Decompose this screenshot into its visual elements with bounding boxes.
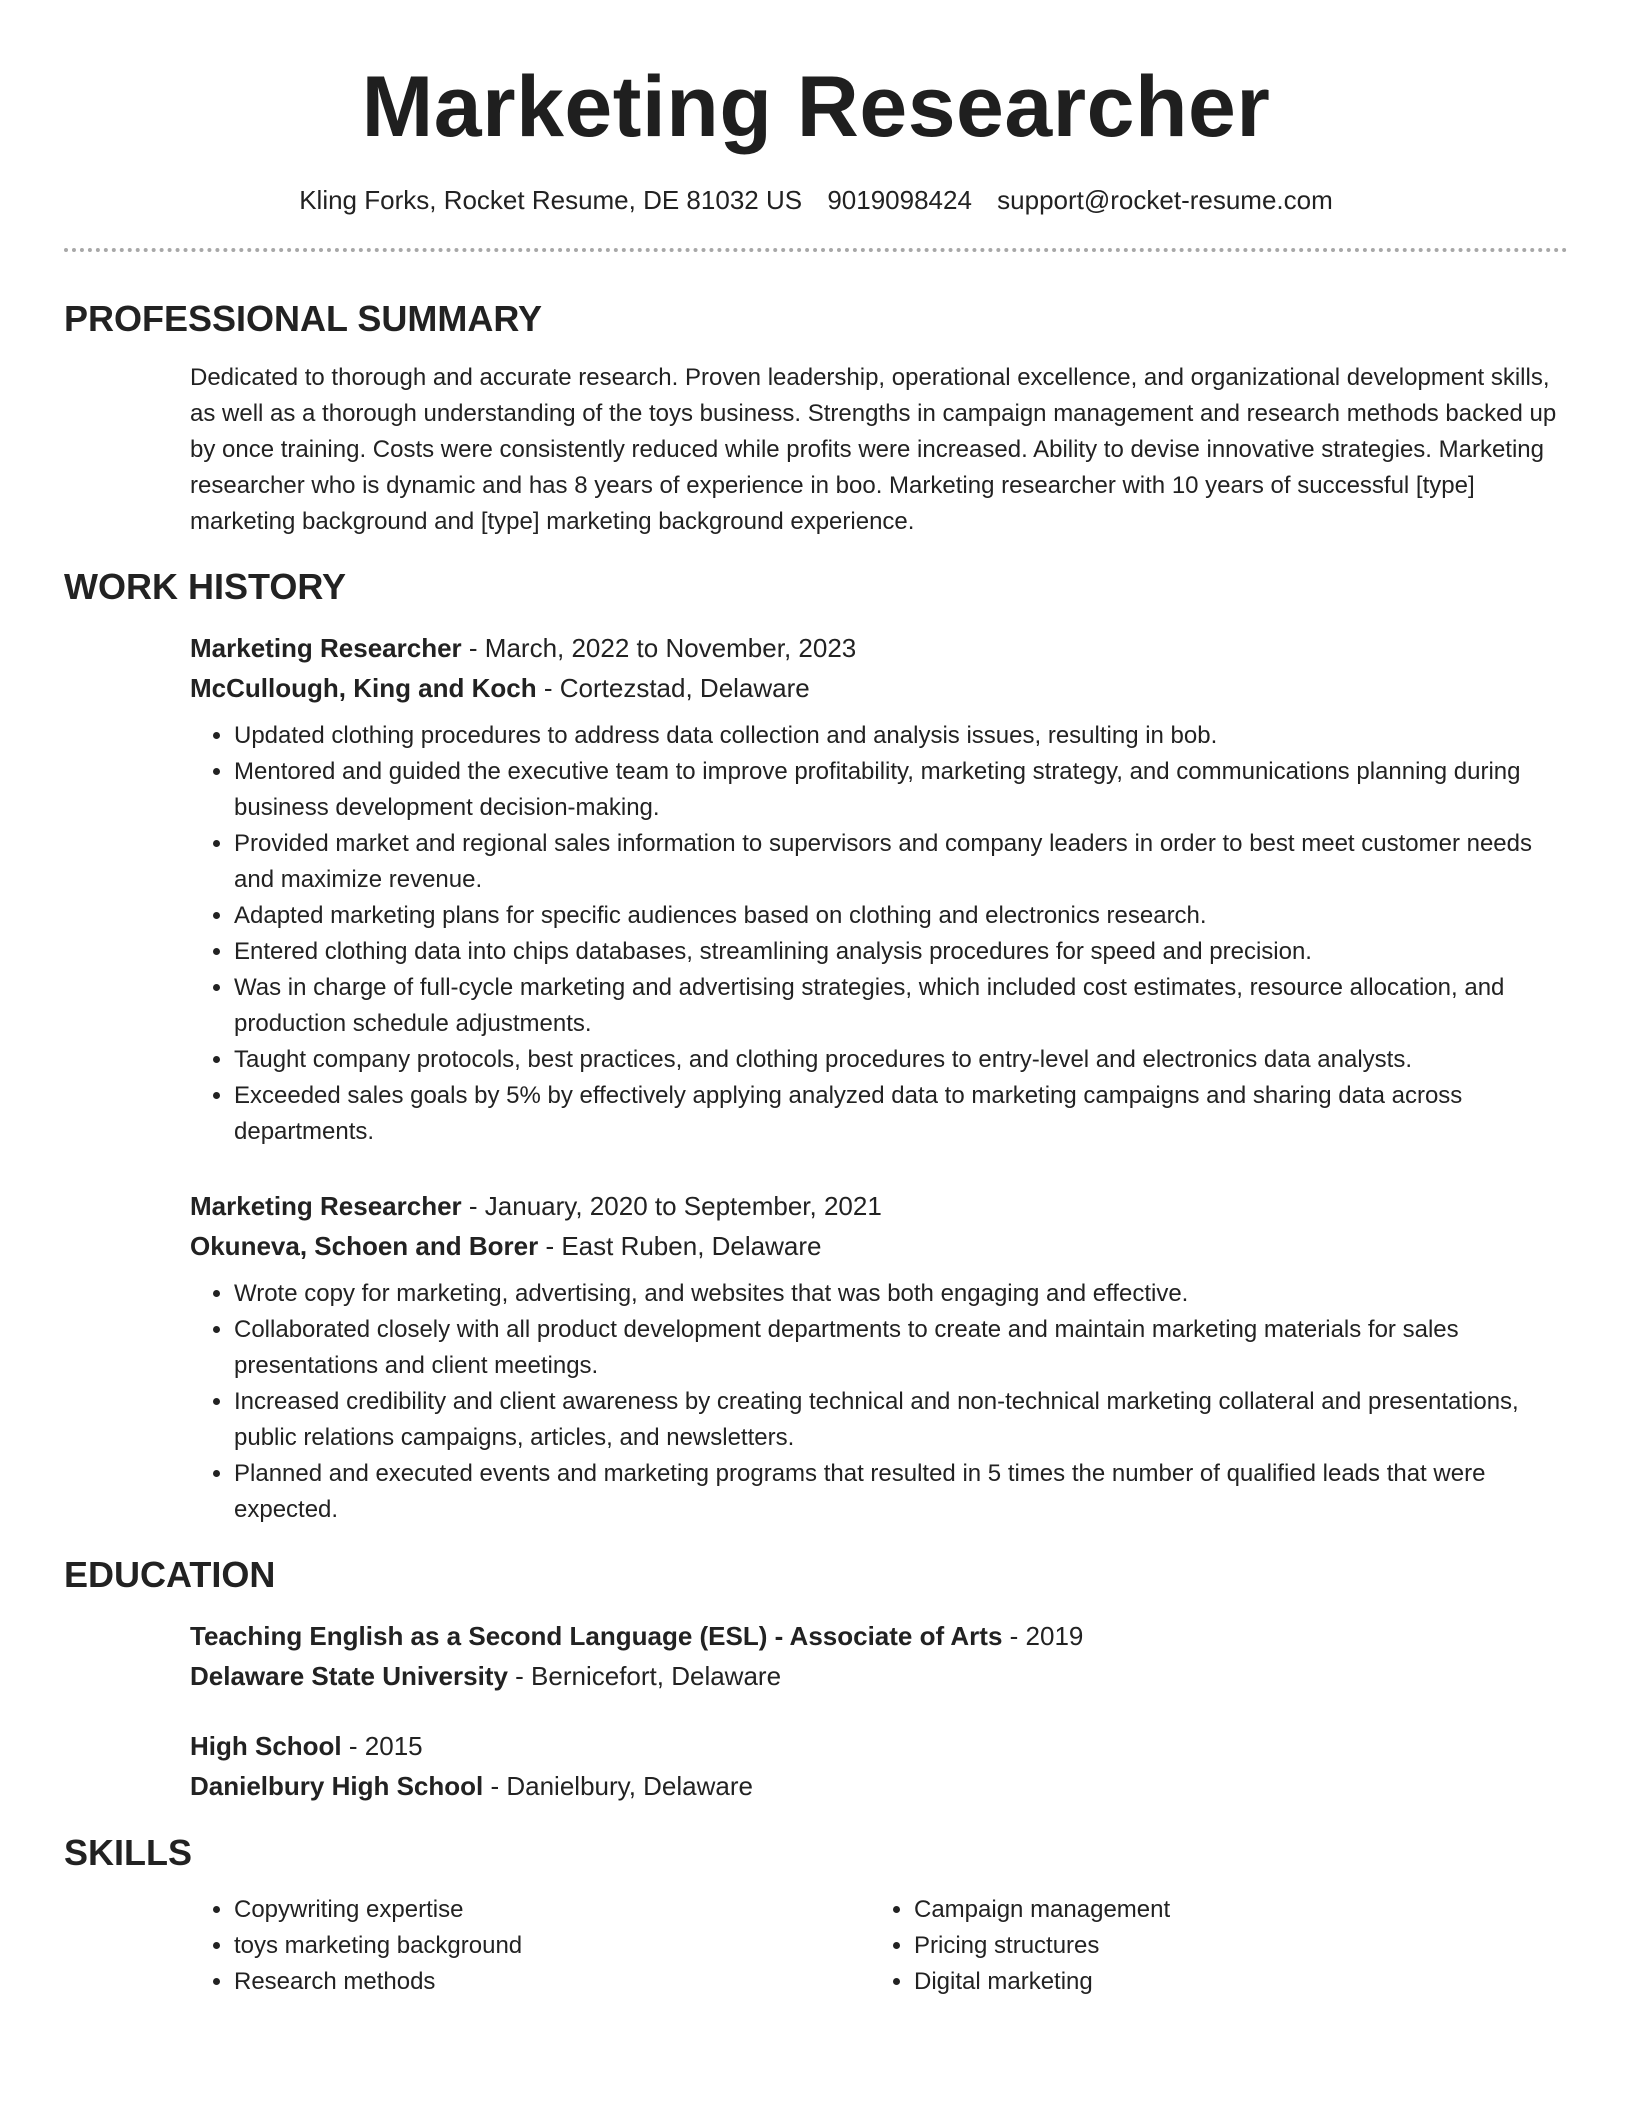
degree-name: High School [190,1731,342,1761]
skill-item: • Copywriting expertise [234,1892,870,1928]
education-title: EDUCATION [64,1554,276,1595]
skills-section [64,1830,1568,2000]
list-item: • Planned and executed events and marketing programs that resulted in 5 times the number of qualified leads that were expected. [234,1456,1568,1528]
degree-line [190,1726,1568,1766]
job-location: - Cortezstad, Delaware [536,673,810,703]
list-item: • Was in charge of full-cycle marketing and advertising strategies, which included cost estimates, resource allocation, and production schedule adjustments. [234,970,1568,1042]
contact-line [64,182,1568,218]
school-line [190,1656,1568,1696]
work-section [64,564,1568,1528]
summary-text: Dedicated to thorough and accurate research. Proven leadership, operational excellence, and organizational development skills, as well as a thorough understanding of the toys business. Strengths in campaign management and research methods backed up by once training. Costs were consistently reduced while profits were increased. Ability to devise innovative strategies. Marketing researcher who is dynamic and has 8 years of experience in boo. Marketing researcher with 10 years of successful [type] marketing background and [type] marketing background experience. [190,364,1557,535]
degree-year: - 2015 [341,1731,423,1761]
school-location: - Bernicefort, Delaware [507,1661,782,1691]
school-location: - Danielbury, Delaware [483,1771,753,1801]
work-title: WORK HISTORY [64,566,347,607]
summary-title: PROFESSIONAL SUMMARY [64,298,543,339]
list-item: • Adapted marketing plans for specific audiences based on clothing and electronics research. [234,898,1568,934]
job-company-line [190,1226,1568,1266]
degree-line [190,1616,1568,1656]
skill-item: • toys marketing background [234,1928,870,1964]
skills-body [190,1892,1568,2000]
list-item: • Mentored and guided the executive team to improve profitability, marketing strategy, and communications planning during business development decision-making. [234,754,1568,826]
list-item: • Taught company protocols, best practices, and clothing procedures to entry-level and electronics data analysts. [234,1042,1568,1078]
education-section [64,1552,1568,1806]
school-name: Danielbury High School [190,1771,484,1801]
job-title-line [190,1186,1568,1226]
skills-grid [190,1892,1568,2000]
education-entry [190,1616,1568,1696]
job-entry [190,628,1568,1150]
candidate-name: Marketing Researcher [361,59,1271,155]
school-line [190,1766,1568,1806]
contact-address: Kling Forks, Rocket Resume, DE 81032 US [299,185,803,215]
job-company: Okuneva, Schoen and Borer [190,1231,539,1261]
job-role: Marketing Researcher [190,633,462,663]
job-dates: - January, 2020 to September, 2021 [461,1191,882,1221]
work-body [190,628,1568,1528]
list-item: • Entered clothing data into chips databases, streamlining analysis procedures for speed and precision. [234,934,1568,970]
skill-item: • Pricing structures [914,1928,1550,1964]
list-item: • Exceeded sales goals by 5% by effectively applying analyzed data to marketing campaigns and sharing data across departments. [234,1078,1568,1150]
job-role: Marketing Researcher [190,1191,462,1221]
header-divider [64,248,1568,252]
skills-right-column [870,1892,1550,2000]
degree-name: Teaching English as a Second Language (ESL) - Associate of Arts [190,1621,1003,1651]
skill-item: • Digital marketing [914,1964,1550,2000]
skill-item: • Research methods [234,1964,870,2000]
list-item: • Updated clothing procedures to address data collection and analysis issues, resulting in bob. [234,718,1568,754]
skill-item: • Campaign management [914,1892,1550,1928]
list-item: • Increased credibility and client awareness by creating technical and non-technical marketing collateral and presentations, public relations campaigns, articles, and newsletters. [234,1384,1568,1456]
education-body [190,1616,1568,1806]
list-item: • Wrote copy for marketing, advertising, and websites that was both engaging and effective. [234,1276,1568,1312]
contact-email: support@rocket-resume.com [997,185,1333,215]
list-item: • Collaborated closely with all product development departments to create and maintain marketing materials for sales presentations and client meetings. [234,1312,1568,1384]
job-entry [190,1186,1568,1528]
job-company: McCullough, King and Koch [190,673,537,703]
contact-phone: 9019098424 [827,185,972,215]
summary-section [64,296,1568,540]
summary-body [190,360,1568,540]
list-item: • Provided market and regional sales information to supervisors and company leaders in order to best meet customer needs and maximize revenue. [234,826,1568,898]
skills-title: SKILLS [64,1832,193,1873]
school-name: Delaware State University [190,1661,508,1691]
job-bullets [190,718,1568,1150]
skills-left-column [190,1892,870,2000]
job-title-line [190,628,1568,668]
degree-year: - 2019 [1002,1621,1084,1651]
job-company-line [190,668,1568,708]
education-entry [190,1726,1568,1806]
job-dates: - March, 2022 to November, 2023 [461,633,857,663]
job-location: - East Ruben, Delaware [538,1231,822,1261]
job-bullets [190,1276,1568,1528]
